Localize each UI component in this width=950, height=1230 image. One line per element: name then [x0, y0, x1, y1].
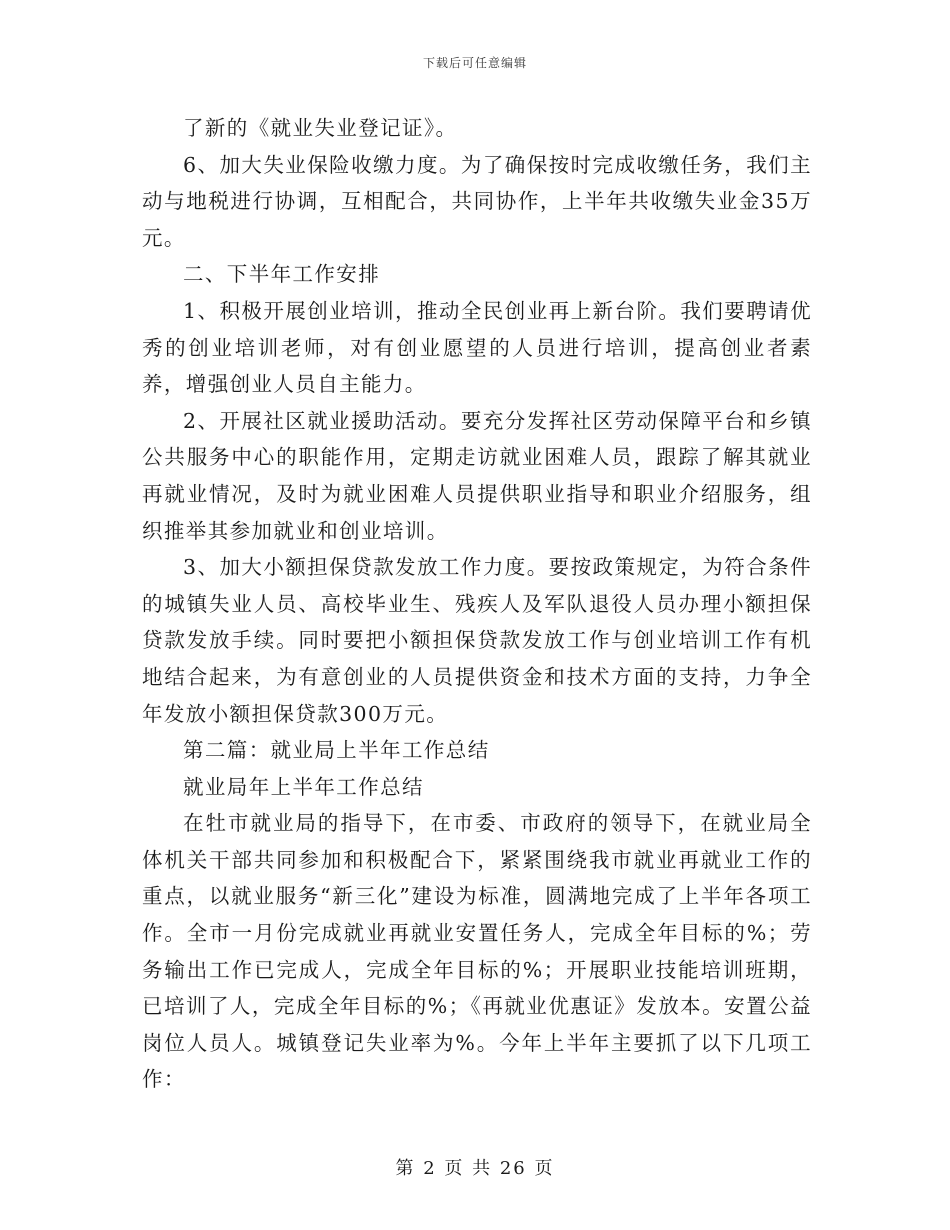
paragraph-4: 2、开展社区就业援助活动。要充分发挥社区劳动保障平台和乡镇公共服务中心的职能作用，定期走访就业困难人员，跟踪了解其就业再就业情况，及时为就业困难人员提供职业指导和职业介绍服务，组织推举其参加就业和创业培训。	[142, 408, 812, 543]
paragraph-6: 在牡市就业局的指导下，在市委、市政府的领导下，在就业局全体机关干部共同参加和积极配合下，紧紧围绕我市就业再就业工作的重点，以就业服务“新三化”建设为标准，圆满地完成了上半年各项工作。全市一月份完成就业再就业安置任务人，完成全年目标的%；劳务输出工作已完成人，完成全年目标的%；开展职业技能培训班期，已培训了人，完成全年目标的%；《再就业优惠证》发放本。安置公益岗位人员人。城镇登记失业率为%。今年上半年主要抓了以下几项工作：	[142, 811, 812, 1092]
section-heading: 二、下半年工作安排	[183, 262, 381, 287]
page-header: 下载后可任意编辑	[422, 56, 527, 70]
document-body	[142, 110, 812, 1098]
paragraph-2: 6、加大失业保险收缴力度。为了确保按时完成收缴任务，我们主动与地税进行协调，互相配合，共同协作，上半年共收缴失业金35万元。	[142, 152, 812, 250]
page-number-footer: 第 2 页 共 26 页	[395, 1158, 555, 1179]
paragraph-1: 了新的《就业失业登记证》。	[183, 116, 458, 140]
paragraph-3: 1、积极开展创业培训，推动全民创业再上新台阶。我们要聘请优秀的创业培训老师，对有创业愿望的人员进行培训，提高创业者素养，增强创业人员自主能力。	[142, 298, 812, 397]
paragraph-5: 3、加大小额担保贷款发放工作力度。要按政策规定，为符合条件的城镇失业人员、高校毕业生、残疾人及军队退役人员办理小额担保贷款发放手续。同时要把小额担保贷款发放工作与创业培训工作有机地结合起来，为有意创业的人员提供资金和技术方面的支持，力争全年发放小额担保贷款300万元。	[142, 555, 812, 726]
document-title: 就业局年上半年工作总结	[183, 774, 424, 799]
chapter-title: 第二篇：就业局上半年工作总结	[183, 738, 490, 763]
